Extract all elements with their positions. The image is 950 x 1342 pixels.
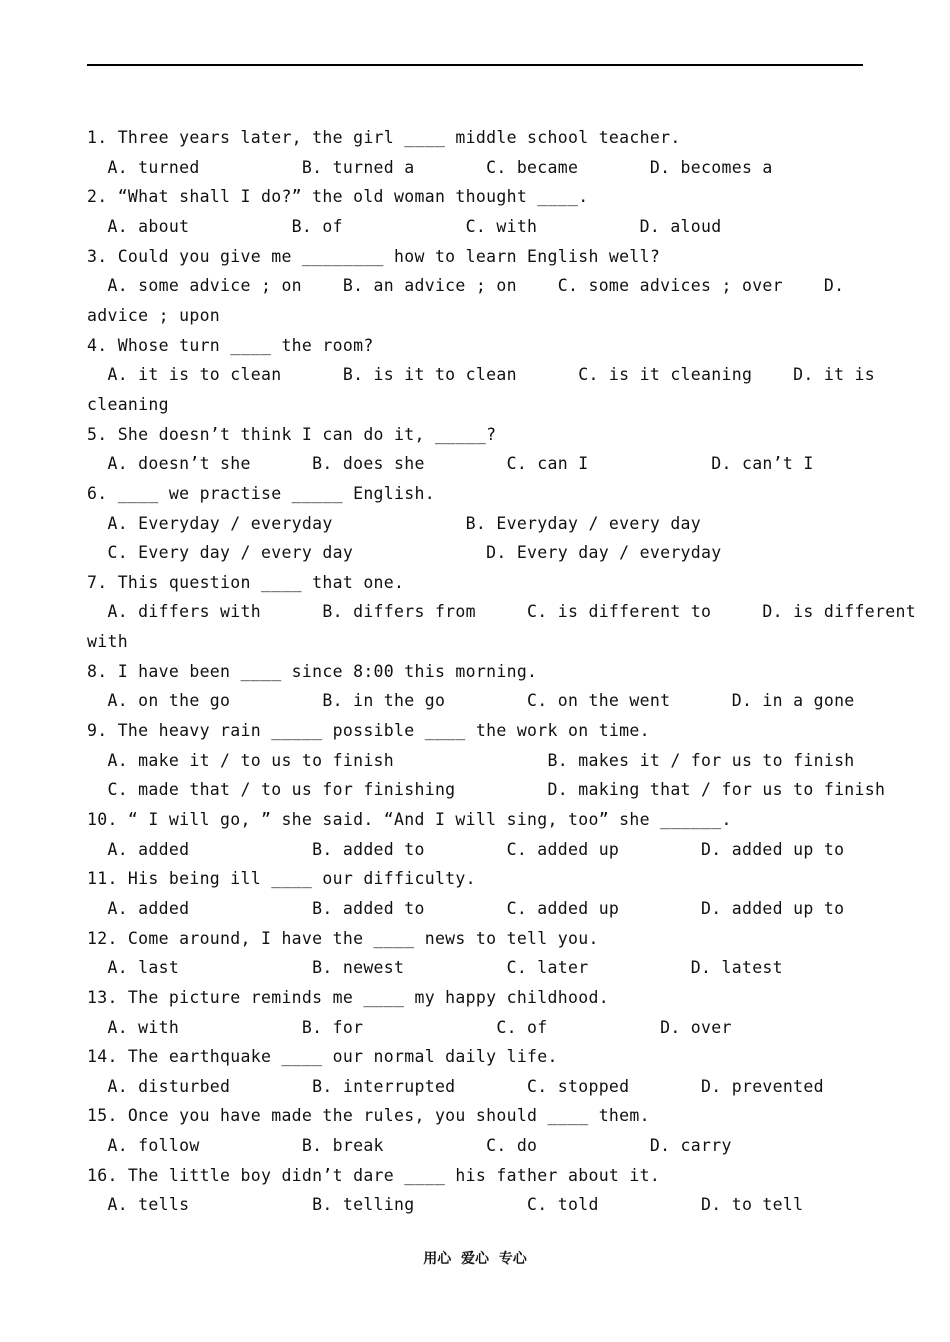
text-line: A. with B. for C. of D. over <box>87 1017 732 1037</box>
text-line: A. follow B. break C. do D. carry <box>87 1136 732 1156</box>
text-line: 15. Once you have made the rules, you should ____ them. <box>87 1106 650 1126</box>
text-line: 1. Three years later, the girl ____ middle school teacher. <box>87 128 681 147</box>
text-line: A. Everyday / everyday B. Everyday / every day <box>87 513 702 533</box>
text-line: 16. The little boy didn’t dare ____ his father about it. <box>87 1165 661 1185</box>
text-line: A. disturbed B. interrupted C. stopped D. prevented <box>87 1076 824 1096</box>
header-rule <box>87 64 863 66</box>
text-line: 4. Whose turn ____ the room? <box>87 335 374 355</box>
text-line: 12. Come around, I have the ____ news to tell you. <box>87 928 599 948</box>
text-line: 8. I have been ____ since 8:00 this morning. <box>87 661 538 681</box>
text-line: 11. His being ill ____ our difficulty. <box>87 869 476 889</box>
text-line: A. added B. added to C. added up D. added up to <box>87 839 845 859</box>
text-line: A. about B. of C. with D. aloud <box>87 216 722 236</box>
text-line: A. make it / to us to finish B. makes it / for us to finish <box>87 750 855 770</box>
text-line: 10. “ I will go, ” she said. “And I will sing, too” she ______. <box>87 809 732 829</box>
text-line: A. doesn’t she B. does she C. can I D. can’t I <box>87 454 814 474</box>
page-footer: 用心 爱心 专心 <box>423 1251 527 1267</box>
text-line: 3. Could you give me ________ how to learn English well? <box>87 246 661 266</box>
text-line: 9. The heavy rain _____ possible ____ the work on time. <box>87 721 650 740</box>
text-line: 13. The picture reminds me ____ my happy childhood. <box>87 987 609 1007</box>
text-line: 6. ____ we practise _____ English. <box>87 483 435 503</box>
text-line: A. some advice ; on B. an advice ; on C. some advices ; over D. <box>87 276 845 296</box>
text-line: A. turned B. turned a C. became D. becomes a <box>87 157 773 177</box>
text-line: 7. This question ____ that one. <box>87 572 405 592</box>
text-line: A. differs with B. differs from C. is different to D. is different <box>87 602 916 622</box>
text-line: 14. The earthquake ____ our normal daily life. <box>87 1047 558 1067</box>
text-line: A. added B. added to C. added up D. added up to <box>87 898 845 918</box>
text-line: A. on the go B. in the go C. on the went D. in a gone <box>87 691 855 711</box>
text-line: cleaning <box>87 394 169 414</box>
text-line: with <box>87 632 128 651</box>
text-line: C. Every day / every day D. Every day / everyday <box>87 543 722 563</box>
text-line: advice ; upon <box>87 305 221 325</box>
text-line: A. tells B. telling C. told D. to tell <box>87 1195 804 1215</box>
text-line: C. made that / to us for finishing D. making that / for us to finish <box>87 780 886 800</box>
text-line: A. it is to clean B. is it to clean C. is it cleaning D. it is <box>87 365 876 385</box>
text-line: 5. She doesn’t think I can do it, _____? <box>87 424 497 444</box>
text-line: 2. “What shall I do?” the old woman thought ____. <box>87 187 589 207</box>
text-line: A. last B. newest C. later D. latest <box>87 958 783 978</box>
